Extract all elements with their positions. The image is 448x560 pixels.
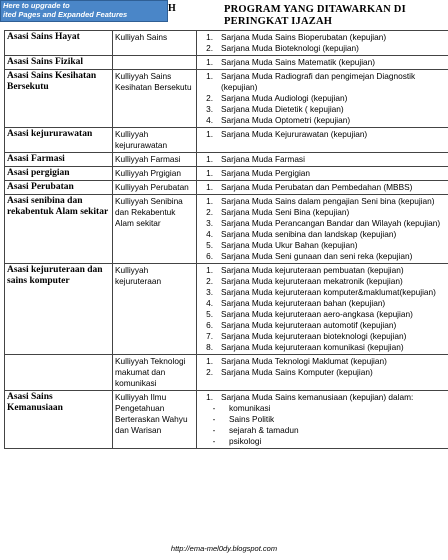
programs-cell bbox=[197, 195, 448, 264]
program-name: Sarjana Muda kejuruteraan komunikasi (kepujian) bbox=[221, 342, 404, 352]
program-item: 2. Sarjana Muda Bioteknologi (kepujian) bbox=[199, 43, 446, 54]
programs-cell bbox=[197, 153, 448, 167]
programs-cell bbox=[197, 391, 448, 449]
foundation-cell: Asasi Sains Kesihatan Bersekutu bbox=[5, 70, 113, 128]
foundation-cell: Asasi pergigian bbox=[5, 167, 113, 181]
table-row bbox=[5, 153, 448, 167]
subitem-text: komunikasi bbox=[229, 403, 271, 413]
banner-line-1: Here to upgrade to bbox=[3, 1, 70, 10]
foundation-cell bbox=[5, 355, 113, 391]
program-item: 6. Sarjana Muda kejuruteraan automotif (kepujian) bbox=[199, 320, 446, 331]
program-item: 3. Sarjana Muda kejuruteraan komputer&maklumat(kepujian) bbox=[199, 287, 446, 298]
program-item: 1. Sarjana Muda Pergigian bbox=[199, 168, 446, 179]
footer-url[interactable]: http://ema-mel0dy.blogspot.com bbox=[170, 544, 278, 553]
program-item: 1. Sarjana Muda Radiografi dan pengimejan Diagnostik (kepujian) bbox=[199, 71, 446, 93]
program-name: Sarjana Muda Audiologi (kepujian) bbox=[221, 93, 348, 103]
faculty-cell: Kulliyyah Teknologi makumat dan komunikasi bbox=[113, 355, 197, 391]
program-name: Sarjana Muda Teknologi Maklumat (kepujian) bbox=[221, 356, 387, 366]
foundation-cell: Asasi Sains Kemanusiaan bbox=[5, 391, 113, 449]
table-row bbox=[5, 181, 448, 195]
table-row bbox=[5, 56, 448, 70]
program-name: Sarjana Muda Dietetik ( kepujian) bbox=[221, 104, 344, 114]
program-name: Sarjana Muda kejuruteraan komputer&maklumat(kepujian) bbox=[221, 287, 436, 297]
program-name: Sarjana Muda Sains Matematik (kepujian) bbox=[221, 57, 376, 67]
program-name: Sarjana Muda Sains Komputer (kepujian) bbox=[221, 367, 373, 377]
table-row bbox=[5, 31, 448, 56]
faculty-cell: Kulliyyah Perubatan bbox=[113, 181, 197, 195]
programs-cell bbox=[197, 56, 448, 70]
program-name: Sarjana Muda Seni gunaan dan seni reka (kepujian) bbox=[221, 251, 413, 261]
program-item: 1. Sarjana Muda Farmasi bbox=[199, 154, 446, 165]
program-name: Sarjana Muda Perancangan Bandar dan Wilayah (kepujian) bbox=[221, 218, 441, 228]
foundation-cell: Asasi Sains Hayat bbox=[5, 31, 113, 56]
program-item: 4. Sarjana Muda senibina dan landskap (kepujian) bbox=[199, 229, 446, 240]
program-name: Sarjana Muda Perubatan dan Pembedahan (MBBS) bbox=[221, 182, 413, 192]
table-row bbox=[5, 128, 448, 153]
subitem-text: Sains Politik bbox=[229, 414, 275, 424]
foundation-cell: Asasi kejururawatan bbox=[5, 128, 113, 153]
program-item: 1. Sarjana Muda Kejururawatan (kepujian) bbox=[199, 129, 446, 140]
program-subitem: - Sains Politik bbox=[212, 414, 275, 424]
table-row bbox=[5, 195, 448, 264]
program-name: Sarjana Muda kejuruteraan aero-angkasa (kepujian) bbox=[221, 309, 413, 319]
faculty-cell: Kulliyyah Senibina dan Rekabentuk Alam sekitar bbox=[113, 195, 197, 264]
program-item: 8. Sarjana Muda kejuruteraan komunikasi (kepujian) bbox=[199, 342, 446, 353]
program-name: Sarjana Muda kejuruteraan bahan (kepujian) bbox=[221, 298, 386, 308]
program-item: 1. Sarjana Muda Sains dalam pengajian Seni bina (kepujian) bbox=[199, 196, 446, 207]
program-name: Sarjana Muda Seni Bina (kepujian) bbox=[221, 207, 350, 217]
program-name: Sarjana Muda kejuruteraan bioteknologi (kepujian) bbox=[221, 331, 407, 341]
program-item: 2. Sarjana Muda Audiologi (kepujian) bbox=[199, 93, 446, 104]
subitem-text: psikologi bbox=[229, 436, 262, 446]
subitem-text: sejarah & tamadun bbox=[229, 425, 299, 435]
program-item: 7. Sarjana Muda kejuruteraan bioteknologi (kepujian) bbox=[199, 331, 446, 342]
program-name: Sarjana Muda Farmasi bbox=[221, 154, 305, 164]
header-programs-title: PROGRAM YANG DITAWARKAN DI PERINGKAT IJAZAH bbox=[224, 4, 406, 27]
faculty-cell: Kulliyyah kejururawatan bbox=[113, 128, 197, 153]
programs-cell bbox=[197, 355, 448, 391]
program-name: Sarjana Muda senibina dan landskap (kepujian) bbox=[221, 229, 397, 239]
programs-cell bbox=[197, 264, 448, 355]
program-item: 2. Sarjana Muda Seni Bina (kepujian) bbox=[199, 207, 446, 218]
program-item: 3. Sarjana Muda Dietetik ( kepujian) bbox=[199, 104, 446, 115]
program-item: 6. Sarjana Muda Seni gunaan dan seni reka (kepujian) bbox=[199, 251, 446, 262]
programs-cell bbox=[197, 181, 448, 195]
table-row bbox=[5, 70, 448, 128]
program-subitem: - sejarah & tamadun bbox=[212, 425, 299, 435]
program-item: 3. Sarjana Muda Perancangan Bandar dan Wilayah (kepujian) bbox=[199, 218, 446, 229]
banner-line-2: ited Pages and Expanded Features bbox=[3, 10, 128, 19]
foundation-cell: Asasi Perubatan bbox=[5, 181, 113, 195]
faculty-cell bbox=[113, 56, 197, 70]
program-name: Sarjana Muda kejuruteraan mekatronik (kepujian) bbox=[221, 276, 403, 286]
program-item: 1. Sarjana Muda Perubatan dan Pembedahan (MBBS) bbox=[199, 182, 446, 193]
program-name: Sarjana Muda kejuruteraan pembuatan (kepujian) bbox=[221, 265, 404, 275]
program-item: 1. Sarjana Muda kejuruteraan pembuatan (kepujian) bbox=[199, 265, 446, 276]
program-item: 1. Sarjana Muda Sains Matematik (kepujian) bbox=[199, 57, 446, 68]
program-item: 2. Sarjana Muda Sains Komputer (kepujian) bbox=[199, 367, 446, 378]
programs-cell bbox=[197, 128, 448, 153]
foundation-cell: Asasi Farmasi bbox=[5, 153, 113, 167]
upgrade-banner[interactable] bbox=[0, 0, 168, 22]
faculty-cell: Kulliyyah Sains Kesihatan Bersekutu bbox=[113, 70, 197, 128]
faculty-cell: Kulliyyah Ilmu Pengetahuan Berteraskan Wahyu dan Warisan bbox=[113, 391, 197, 449]
program-name: Sarjana Muda Pergigian bbox=[221, 168, 311, 178]
program-item: 5. Sarjana Muda Ukur Bahan (kepujian) bbox=[199, 240, 446, 251]
table-row bbox=[5, 167, 448, 181]
table-row bbox=[5, 264, 448, 355]
program-name: Sarjana Muda Kejururawatan (kepujian) bbox=[221, 129, 368, 139]
program-item: 5. Sarjana Muda kejuruteraan aero-angkasa (kepujian) bbox=[199, 309, 446, 320]
programs-cell bbox=[197, 70, 448, 128]
program-name: Sarjana Muda Bioteknologi (kepujian) bbox=[221, 43, 359, 53]
program-item: 4. Sarjana Muda Optometri (kepujian) bbox=[199, 115, 446, 126]
program-name: Sarjana Muda Ukur Bahan (kepujian) bbox=[221, 240, 358, 250]
program-subitem: - komunikasi bbox=[212, 403, 271, 413]
programs-cell bbox=[197, 167, 448, 181]
program-item: 2. Sarjana Muda kejuruteraan mekatronik (kepujian) bbox=[199, 276, 446, 287]
programs-cell bbox=[197, 31, 448, 56]
program-name: Sarjana Muda Radiografi dan pengimejan Diagnostik (kepujian) bbox=[221, 71, 416, 92]
foundation-cell: Asasi senibina dan rekabentuk Alam sekitar bbox=[5, 195, 113, 264]
foundation-cell: Asasi Sains Fizikal bbox=[5, 56, 113, 70]
table-row bbox=[5, 355, 448, 391]
faculty-cell: Kulliyyah Prgigian bbox=[113, 167, 197, 181]
faculty-cell: Kulliyyah kejuruteraan bbox=[113, 264, 197, 355]
program-name: Sarjana Muda kejuruteraan automotif (kepujian) bbox=[221, 320, 397, 330]
program-item: 1. Sarjana Muda Sains Bioperubatan (kepujian) bbox=[199, 32, 446, 43]
program-item: 4. Sarjana Muda kejuruteraan bahan (kepujian) bbox=[199, 298, 446, 309]
table-row bbox=[5, 391, 448, 449]
program-item: 1. Sarjana Muda Sains kemanusiaan (kepujian) dalam: bbox=[199, 392, 446, 403]
faculty-cell: Kulliyah Sains bbox=[113, 31, 197, 56]
foundation-cell: Asasi kejuruteraan dan sains komputer bbox=[5, 264, 113, 355]
program-name: Sarjana Muda Sains kemanusiaan (kepujian) dalam: bbox=[221, 392, 414, 402]
program-name: Sarjana Muda Optometri (kepujian) bbox=[221, 115, 351, 125]
faculty-cell: Kulliyyah Farmasi bbox=[113, 153, 197, 167]
program-name: Sarjana Muda Sains dalam pengajian Seni bina (kepujian) bbox=[221, 196, 435, 206]
program-name: Sarjana Muda Sains Bioperubatan (kepujian) bbox=[221, 32, 387, 42]
program-subitem: - psikologi bbox=[212, 436, 262, 446]
program-item: 1. Sarjana Muda Teknologi Maklumat (kepujian) bbox=[199, 356, 446, 367]
header-col2-fragment: H bbox=[168, 3, 176, 14]
programs-table bbox=[4, 30, 448, 449]
